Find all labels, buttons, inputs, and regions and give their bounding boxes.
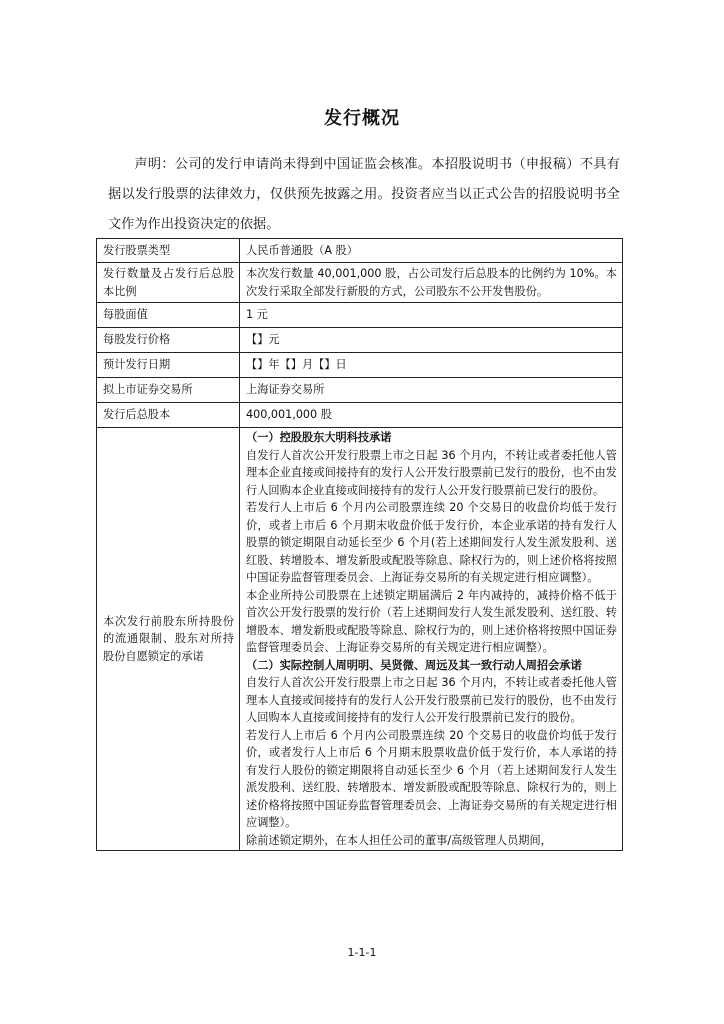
- row-label: 每股面值: [97, 303, 240, 328]
- page-title: 发行概况: [324, 108, 400, 129]
- table-row: [97, 328, 623, 353]
- row-label: 预计发行日期: [97, 353, 240, 378]
- row-label: 发行后总股本: [97, 403, 240, 428]
- table-row: [97, 303, 623, 328]
- row-value: 上海证券交易所: [240, 378, 623, 403]
- row-value: 人民币普通股（A 股）: [240, 239, 623, 263]
- row-value: 1 元: [240, 303, 623, 328]
- section1-heading: （一）控股股东大明科技承诺: [246, 431, 392, 444]
- page-number: 1-1-1: [347, 946, 377, 959]
- row-label: 发行数量及占发行后总股本比例: [97, 263, 240, 303]
- section2-paragraph-1: 自发行人首次公开发行股票上市之日起 36 个月内，不转让或者委托他人管理本人直接或间接持有的发行人公开发行股票前已发行的股份，也不由发行人回购本人直接或间接持有的发行人公开发行股票前已发行的股份。: [246, 676, 617, 724]
- issuance-summary-table: [96, 238, 623, 851]
- row-value: 本次发行数量 40,001,000 股，占公司发行后总股本的比例约为 10%。本次发行采取全部发行新股的方式，公司股东不公开发售股份。: [240, 263, 623, 303]
- row-value: 【】年【】月【】日: [240, 353, 623, 378]
- table-row: [97, 263, 623, 303]
- row-value: 【】元: [240, 328, 623, 353]
- row-label: 每股发行价格: [97, 328, 240, 353]
- section2-paragraph-3: 除前述锁定期外，在本人担任公司的董事/高级管理人员期间，: [246, 833, 552, 847]
- table-row: [97, 239, 623, 263]
- table-row: [97, 403, 623, 428]
- section1-paragraph-1: 自发行人首次公开发行股票上市之日起 36 个月内，不转让或者委托他人管理本企业直接或间接持有的发行人公开发行股票前已发行的股份，也不由发行人回购本企业直接或间接持有的发行人公开发行股票前已发行的股份。: [246, 448, 617, 497]
- row-label: 发行股票类型: [97, 239, 240, 263]
- section1-paragraph-2: 若发行人上市后 6 个月内公司股票连续 20 个交易日的收盘价均低于发行价，或者上市后 6 个月期末收盘价低于发行价，本企业承诺的持有发行人股票的锁定期限自动延长至少 6 个月(若上述期间发行人发生派发股利、送红股、转增股本、增发新股或配股等除息、除权行为的，则上述价格将按照中国证券监督管理委员会、上海证券交易所的有关规定进行相应调整）。: [246, 501, 617, 584]
- section2-heading: （二）实际控制人周明明、吴贤微、周远及其一致行动人周招会承诺: [246, 658, 582, 672]
- row-value: 400,001,000 股: [240, 403, 623, 428]
- lockup-commitments: [240, 428, 623, 851]
- lockup-label: 本次发行前股东所持股份的流通限制、股东对所持股份自愿锁定的承诺: [97, 428, 240, 851]
- section2-paragraph-2: 若发行人上市后 6 个月内公司股票连续 20 个交易日的收盘价均低于发行价，或者发行人上市后 6 个月期末股票收盘价低于发行价，本人承诺的持有发行人股份的锁定期限将自动延长至少 6 个月（若上述期间发行人发生派发股利、送红股、转增股本、增发新股或配股等除息、除权行为的，则上述价格将按照中国证券监督管理委员会、上海证券交易所的有关规定进行相应调整）。: [246, 728, 617, 829]
- section1-paragraph-3: 本企业所持公司股票在上述锁定期届满后 2 年内减持的，减持价格不低于首次公开发行股票的发行价（若上述期间发行人发生派发股利、送红股、转增股本、增发新股或配股等除息、除权行为的，则上述价格将按照中国证券监督管理委员会、上海证券交易所的有关规定进行相应调整）。: [246, 588, 617, 654]
- row-label: 拟上市证券交易所: [97, 378, 240, 403]
- disclaimer-statement: 声明：公司的发行申请尚未得到中国证监会核准。本招股说明书（申报稿）不具有据以发行股票的法律效力，仅供预先披露之用。投资者应当以正式公告的招股说明书全文作为作出投资决定的依据。: [108, 157, 620, 232]
- table-row: [97, 353, 623, 378]
- table-row-lockup: [97, 428, 623, 851]
- table-row: [97, 378, 623, 403]
